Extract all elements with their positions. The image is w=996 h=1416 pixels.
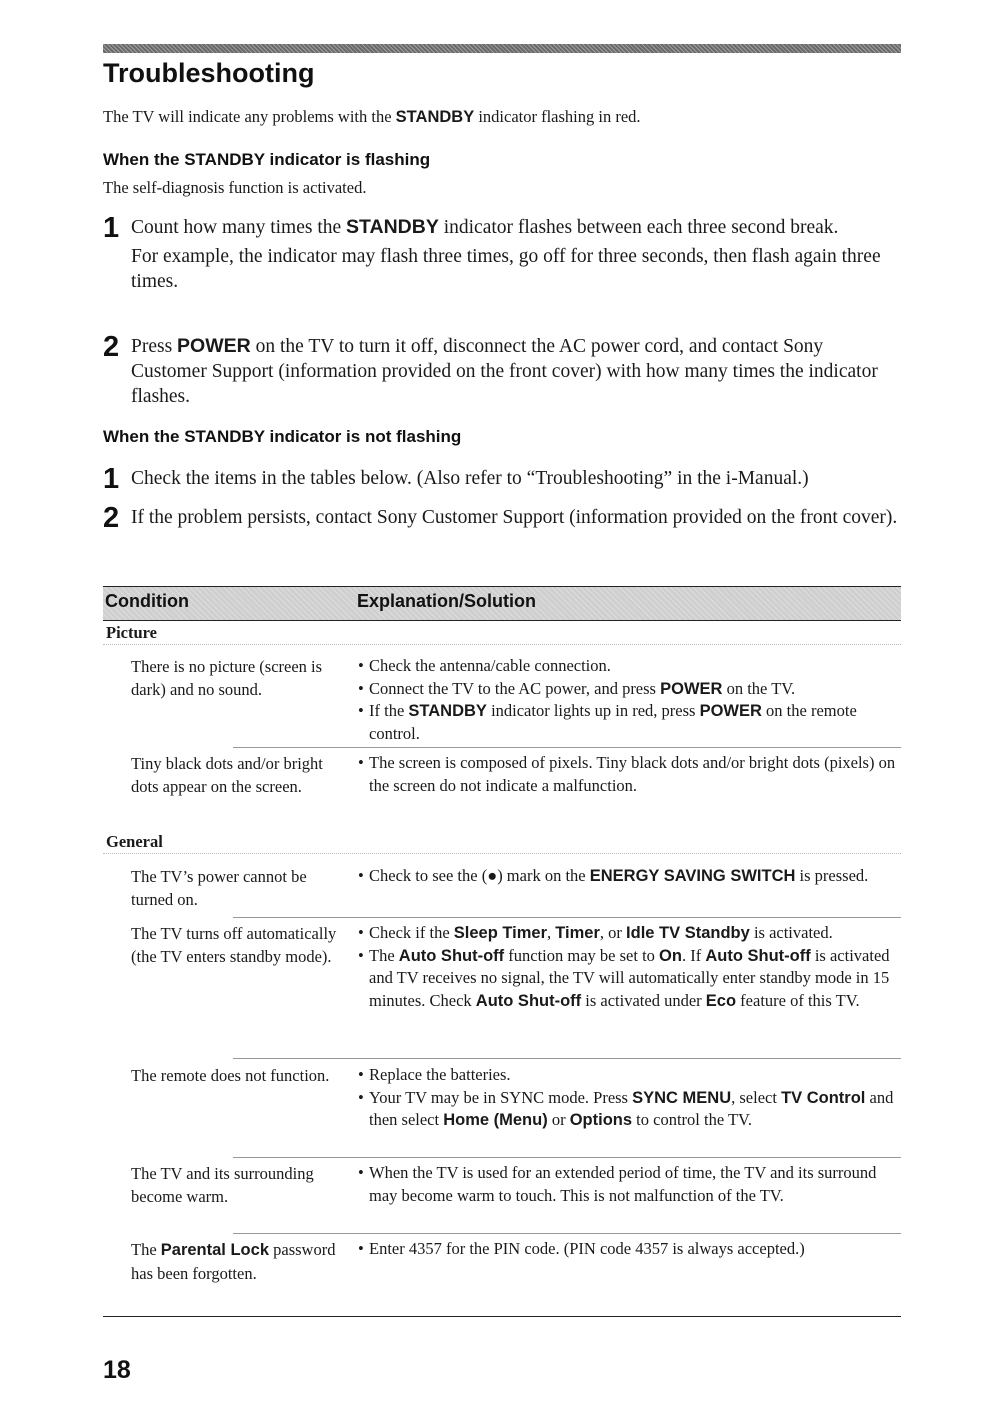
page-title: Troubleshooting <box>103 58 315 88</box>
flashing-step-1 <box>103 212 903 294</box>
step-text: Press POWER on the TV to turn it off, disconnect the AC power cord, and contact Sony Customer Support (information provided on the front cover) with how many times the indicator flashes. <box>131 335 878 407</box>
not-flashing-heading: When the STANDBY indicator is not flashing <box>103 427 462 446</box>
step-number: 2 <box>103 502 120 534</box>
solution-item: • Replace the batteries. <box>358 1064 901 1087</box>
column-header-explanation: Explanation/Solution <box>357 591 536 611</box>
section-label: General <box>106 832 163 851</box>
condition-cell: The Parental Lock password has been forgotten. <box>131 1240 336 1283</box>
solution-item: • If the STANDBY indicator lights up in red, press POWER on the remote control. <box>358 700 901 745</box>
step-text: Check the items in the tables below. (Also refer to “Troubleshooting” in the i-Manual.) <box>131 468 809 489</box>
not-flashing-step-1 <box>103 463 903 495</box>
solution-list <box>358 1238 901 1261</box>
header-bar <box>103 44 901 53</box>
flashing-note: The self-diagnosis function is activated. <box>103 178 367 197</box>
condition-cell: The TV’s power cannot be turned on. <box>131 867 307 909</box>
solution-item: • The screen is composed of pixels. Tiny black dots and/or bright dots (pixels) on the screen do not indicate a malfunction. <box>358 752 901 797</box>
solution-item: • Enter 4357 for the PIN code. (PIN code 4357 is always accepted.) <box>358 1238 901 1261</box>
step-text: If the problem persists, contact Sony Customer Support (information provided on the front cover). <box>131 507 898 528</box>
row-divider <box>233 1233 901 1234</box>
step-text: Count how many times the STANDBY indicator flashes between each three second break. <box>131 216 839 238</box>
row-divider <box>233 917 901 918</box>
column-header-condition: Condition <box>105 591 189 611</box>
step-number: 1 <box>103 212 120 244</box>
section-general <box>103 831 901 854</box>
solution-item: • Check to see the (●) mark on the ENERGY SAVING SWITCH is pressed. <box>358 865 901 888</box>
step-number: 2 <box>103 331 120 363</box>
condition-cell: The remote does not function. <box>131 1066 330 1085</box>
solution-list <box>358 752 901 797</box>
solution-item: • When the TV is used for an extended period of time, the TV and its surround may become warm to touch. This is not malfunction of the TV. <box>358 1162 901 1207</box>
condition-cell: There is no picture (screen is dark) and no sound. <box>131 657 323 699</box>
solution-list <box>358 865 901 888</box>
solution-list <box>358 1064 901 1132</box>
solution-item: • Your TV may be in SYNC mode. Press SYNC MENU, select TV Control and then select Home (Menu) or Options to control the TV. <box>358 1087 901 1132</box>
condition-cell: The TV turns off automatically (the TV enters standby mode). <box>131 924 337 966</box>
step-number: 1 <box>103 463 120 495</box>
section-picture <box>103 622 901 645</box>
row-divider <box>233 1058 901 1059</box>
section-label: Picture <box>106 623 158 642</box>
solution-list <box>358 655 901 745</box>
solution-list <box>358 1162 901 1207</box>
page-number: 18 <box>103 1356 131 1384</box>
row-divider <box>233 1157 901 1158</box>
not-flashing-step-2 <box>103 502 903 534</box>
solution-item: • Connect the TV to the AC power, and press POWER on the TV. <box>358 678 901 701</box>
table-header <box>103 586 901 621</box>
step-example: For example, the indicator may flash three times, go off for three seconds, then flash again three times. <box>131 246 881 292</box>
solution-item: • The Auto Shut-off function may be set to On. If Auto Shut-off is activated and TV receives no signal, the TV will automatically enter standby mode in 15 minutes. Check Auto Shut-off is activated under Eco feature of this TV. <box>358 945 901 1013</box>
table-bottom-rule <box>103 1316 901 1317</box>
condition-cell: The TV and its surrounding become warm. <box>131 1164 314 1206</box>
solution-item: • Check the antenna/cable connection. <box>358 655 901 678</box>
intro-text: The TV will indicate any problems with the STANDBY indicator flashing in red. <box>103 107 641 126</box>
flashing-heading: When the STANDBY indicator is flashing <box>103 150 431 169</box>
solution-list <box>358 922 901 1012</box>
filled-circle-icon: ● <box>487 866 498 885</box>
condition-cell: Tiny black dots and/or bright dots appear on the screen. <box>131 754 323 796</box>
row-divider <box>233 747 901 748</box>
flashing-step-2 <box>103 331 903 409</box>
solution-item: • Check if the Sleep Timer, Timer, or Idle TV Standby is activated. <box>358 922 901 945</box>
